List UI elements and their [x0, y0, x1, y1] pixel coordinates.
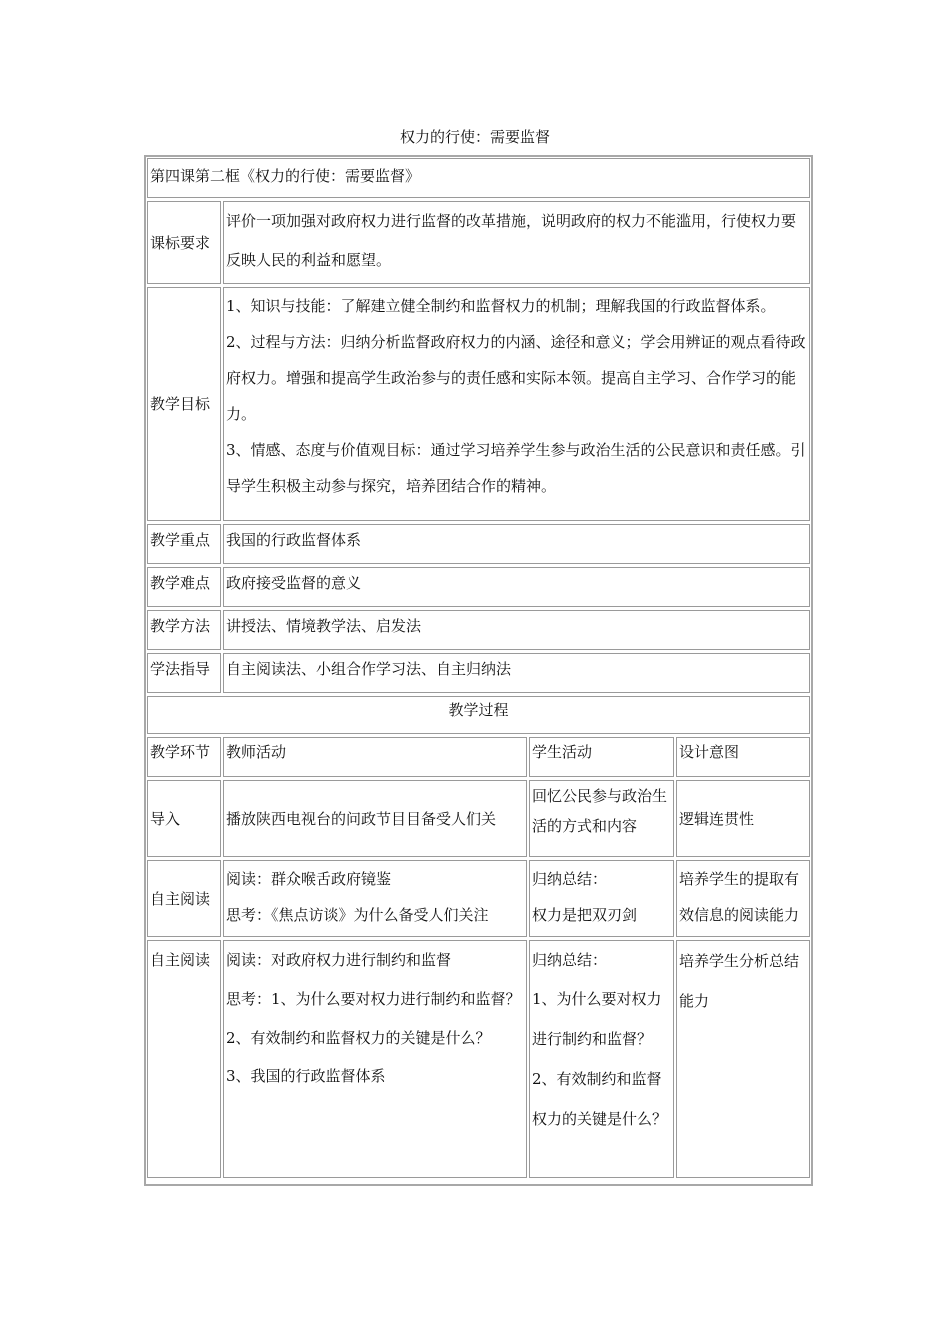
teacher-question-2: 2、有效制约和监督权力的关键是什么？ — [226, 1029, 491, 1047]
process-row-teacher — [223, 940, 527, 1178]
method-label: 教学方法 — [147, 610, 221, 650]
goals-text — [223, 287, 810, 521]
teacher-reading: 阅读：对政府权力进行制约和监督 — [226, 951, 452, 969]
goal-emotion: 3、情感、态度与价值观目标：通过学习培养学生参与政治生活的公民意识和责任感。引导学生积极主动参与探究，培养团结合作的精神。 — [226, 441, 806, 495]
process-header-stage: 教学环节 — [147, 737, 221, 777]
process-row-student: 回忆公民参与政治生活的方式和内容 — [529, 780, 674, 857]
key-point-label: 教学重点 — [147, 524, 221, 564]
difficulty-text: 政府接受监督的意义 — [223, 567, 810, 607]
process-row-intent: 培养学生的提取有效信息的阅读能力 — [676, 860, 810, 937]
study-guide-text: 自主阅读法、小组合作学习法、自主归纳法 — [223, 653, 810, 693]
process-row-teacher — [223, 860, 527, 937]
process-header-intent: 设计意图 — [676, 737, 810, 777]
process-header-teacher: 教师活动 — [223, 737, 527, 777]
process-row-stage: 导入 — [147, 780, 221, 857]
process-row-stage: 自主阅读 — [147, 940, 221, 1178]
difficulty-label: 教学难点 — [147, 567, 221, 607]
teacher-thinking: 思考：《焦点访谈》为什么备受人们关注 — [226, 906, 489, 924]
goal-process: 2、过程与方法：归纳分析监督政府权力的内涵、途径和意义；学会用辨证的观点看待政府权力。增强和提高学生政治参与的责任感和实际本领。提高自主学习、合作学习的能力。 — [226, 333, 806, 423]
teacher-thinking: 思考：1、为什么要对权力进行制约和监督？ — [226, 990, 521, 1008]
study-guide-label: 学法指导 — [147, 653, 221, 693]
page-title: 权力的行使：需要监督 — [399, 128, 550, 146]
student-summary-label: 归纳总结： — [532, 951, 608, 969]
process-row-intent: 培养学生分析总结能力 — [676, 940, 810, 1178]
goal-knowledge: 1、知识与技能：了解建立健全制约和监督权力的机制；理解我国的行政监督体系。 — [226, 297, 776, 315]
goals-label: 教学目标 — [147, 287, 221, 521]
process-title: 教学过程 — [147, 696, 810, 734]
lesson-heading: 第四课第二框《权力的行使：需要监督》 — [147, 158, 810, 198]
student-answer-2: 2、有效制约和监督权力的关键是什么？ — [532, 1070, 668, 1128]
process-row-student — [529, 940, 674, 1178]
student-summary-label: 归纳总结： — [532, 870, 608, 888]
student-answer-1: 1、为什么要对权力进行制约和监督？ — [532, 990, 662, 1048]
student-summary-text: 权力是把双刃剑 — [532, 906, 638, 924]
process-row-intent: 逻辑连贯性 — [676, 780, 810, 857]
teacher-reading: 阅读：群众喉舌政府镜鉴 — [226, 870, 392, 888]
standard-label: 课标要求 — [147, 201, 221, 284]
standard-text: 评价一项加强对政府权力进行监督的改革措施，说明政府的权力不能滥用，行使权力要反映人民的利益和愿望。 — [223, 201, 810, 284]
process-row-teacher: 播放陕西电视台的问政节目目备受人们关 — [223, 780, 527, 857]
key-point-text: 我国的行政监督体系 — [223, 524, 810, 564]
process-row-student — [529, 860, 674, 937]
teacher-question-3: 3、我国的行政监督体系 — [226, 1067, 386, 1085]
process-row-stage: 自主阅读 — [147, 860, 221, 937]
method-text: 讲授法、情境教学法、启发法 — [223, 610, 810, 650]
process-header-student: 学生活动 — [529, 737, 674, 777]
